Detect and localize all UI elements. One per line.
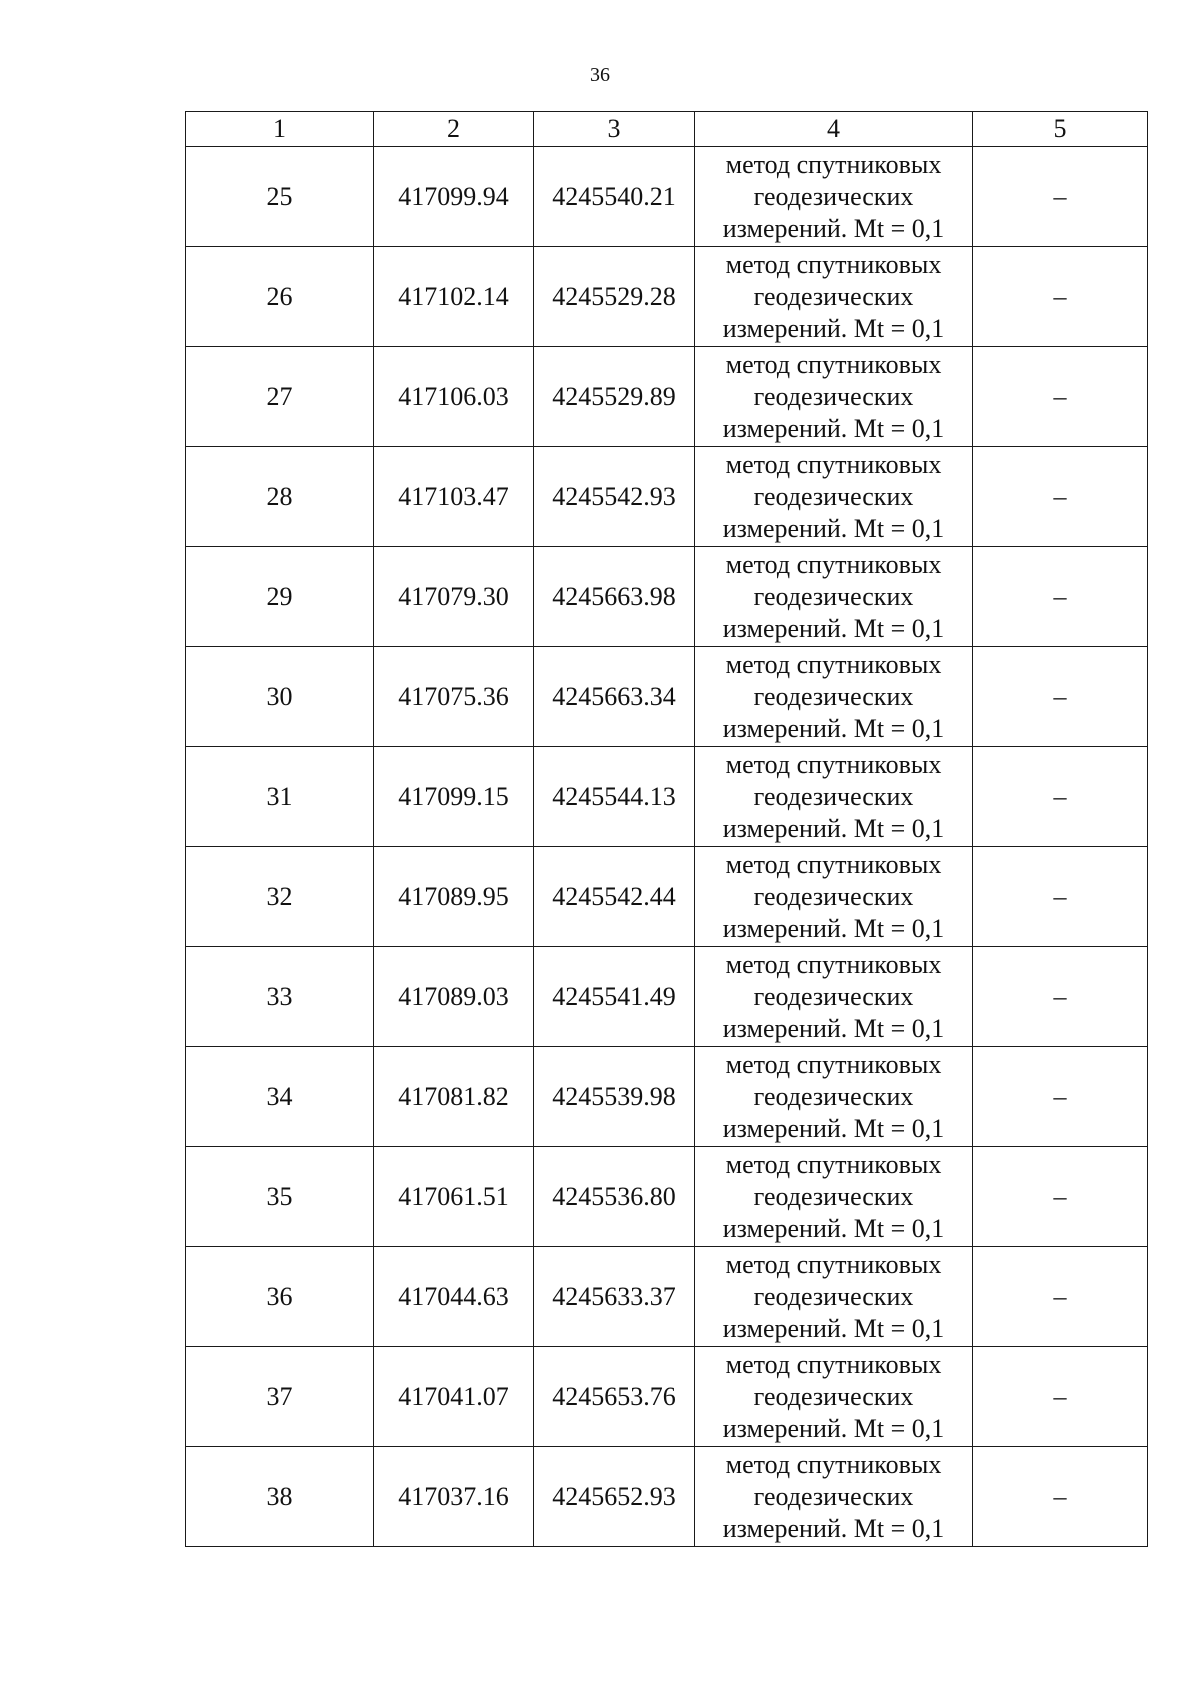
point-number-cell: 34 [186,1047,374,1147]
table-row [186,1147,1148,1247]
y-coordinate-cell: 4245633.37 [534,1247,695,1347]
method-cell: метод спутниковых геодезических измерений. Mt = 0,1 [695,747,973,847]
header-cell-1: 1 [186,112,374,147]
method-cell: метод спутниковых геодезических измерений. Mt = 0,1 [695,1147,973,1247]
coordinates-table [185,111,1148,1547]
table-header [186,112,1148,147]
page-number: 36 [590,64,610,86]
note-cell: – [973,247,1148,347]
method-cell: метод спутниковых геодезических измерений. Mt = 0,1 [695,247,973,347]
point-number-cell: 32 [186,847,374,947]
table-row [186,647,1148,747]
y-coordinate-cell: 4245663.98 [534,547,695,647]
x-coordinate-cell: 417099.15 [374,747,534,847]
note-cell: – [973,1247,1148,1347]
point-number-cell: 28 [186,447,374,547]
x-coordinate-cell: 417079.30 [374,547,534,647]
note-cell: – [973,847,1148,947]
method-cell: метод спутниковых геодезических измерений. Mt = 0,1 [695,647,973,747]
table-row [186,947,1148,1047]
y-coordinate-cell: 4245652.93 [534,1447,695,1547]
note-cell: – [973,147,1148,247]
note-cell: – [973,1047,1148,1147]
method-cell: метод спутниковых геодезических измерений. Mt = 0,1 [695,1047,973,1147]
x-coordinate-cell: 417103.47 [374,447,534,547]
point-number-cell: 26 [186,247,374,347]
method-cell: метод спутниковых геодезических измерений. Mt = 0,1 [695,447,973,547]
point-number-cell: 36 [186,1247,374,1347]
y-coordinate-cell: 4245529.89 [534,347,695,447]
x-coordinate-cell: 417061.51 [374,1147,534,1247]
note-cell: – [973,547,1148,647]
point-number-cell: 30 [186,647,374,747]
x-coordinate-cell: 417075.36 [374,647,534,747]
y-coordinate-cell: 4245663.34 [534,647,695,747]
point-number-cell: 31 [186,747,374,847]
table-row [186,847,1148,947]
x-coordinate-cell: 417041.07 [374,1347,534,1447]
x-coordinate-cell: 417089.95 [374,847,534,947]
point-number-cell: 25 [186,147,374,247]
table-row [186,1447,1148,1547]
header-cell-2: 2 [374,112,534,147]
table-row [186,347,1148,447]
point-number-cell: 33 [186,947,374,1047]
x-coordinate-cell: 417081.82 [374,1047,534,1147]
table-row [186,1047,1148,1147]
y-coordinate-cell: 4245529.28 [534,247,695,347]
y-coordinate-cell: 4245542.93 [534,447,695,547]
method-cell: метод спутниковых геодезических измерений. Mt = 0,1 [695,847,973,947]
table-row [186,1247,1148,1347]
header-row [186,112,1148,147]
x-coordinate-cell: 417102.14 [374,247,534,347]
y-coordinate-cell: 4245536.80 [534,1147,695,1247]
x-coordinate-cell: 417089.03 [374,947,534,1047]
method-cell: метод спутниковых геодезических измерений. Mt = 0,1 [695,347,973,447]
note-cell: – [973,1147,1148,1247]
method-cell: метод спутниковых геодезических измерений. Mt = 0,1 [695,147,973,247]
note-cell: – [973,447,1148,547]
table-body [186,147,1148,1547]
note-cell: – [973,1347,1148,1447]
table-row [186,547,1148,647]
table-row [186,747,1148,847]
note-cell: – [973,647,1148,747]
method-cell: метод спутниковых геодезических измерений. Mt = 0,1 [695,1447,973,1547]
point-number-cell: 29 [186,547,374,647]
point-number-cell: 35 [186,1147,374,1247]
y-coordinate-cell: 4245544.13 [534,747,695,847]
method-cell: метод спутниковых геодезических измерений. Mt = 0,1 [695,1347,973,1447]
x-coordinate-cell: 417037.16 [374,1447,534,1547]
header-cell-4: 4 [695,112,973,147]
x-coordinate-cell: 417099.94 [374,147,534,247]
note-cell: – [973,1447,1148,1547]
header-cell-5: 5 [973,112,1148,147]
x-coordinate-cell: 417106.03 [374,347,534,447]
table-row [186,247,1148,347]
point-number-cell: 37 [186,1347,374,1447]
point-number-cell: 38 [186,1447,374,1547]
table-row [186,1347,1148,1447]
x-coordinate-cell: 417044.63 [374,1247,534,1347]
method-cell: метод спутниковых геодезических измерений. Mt = 0,1 [695,947,973,1047]
method-cell: метод спутниковых геодезических измерений. Mt = 0,1 [695,547,973,647]
note-cell: – [973,347,1148,447]
y-coordinate-cell: 4245653.76 [534,1347,695,1447]
y-coordinate-cell: 4245540.21 [534,147,695,247]
y-coordinate-cell: 4245541.49 [534,947,695,1047]
y-coordinate-cell: 4245542.44 [534,847,695,947]
header-cell-3: 3 [534,112,695,147]
note-cell: – [973,747,1148,847]
method-cell: метод спутниковых геодезических измерений. Mt = 0,1 [695,1247,973,1347]
y-coordinate-cell: 4245539.98 [534,1047,695,1147]
table-row [186,147,1148,247]
point-number-cell: 27 [186,347,374,447]
note-cell: – [973,947,1148,1047]
table-row [186,447,1148,547]
